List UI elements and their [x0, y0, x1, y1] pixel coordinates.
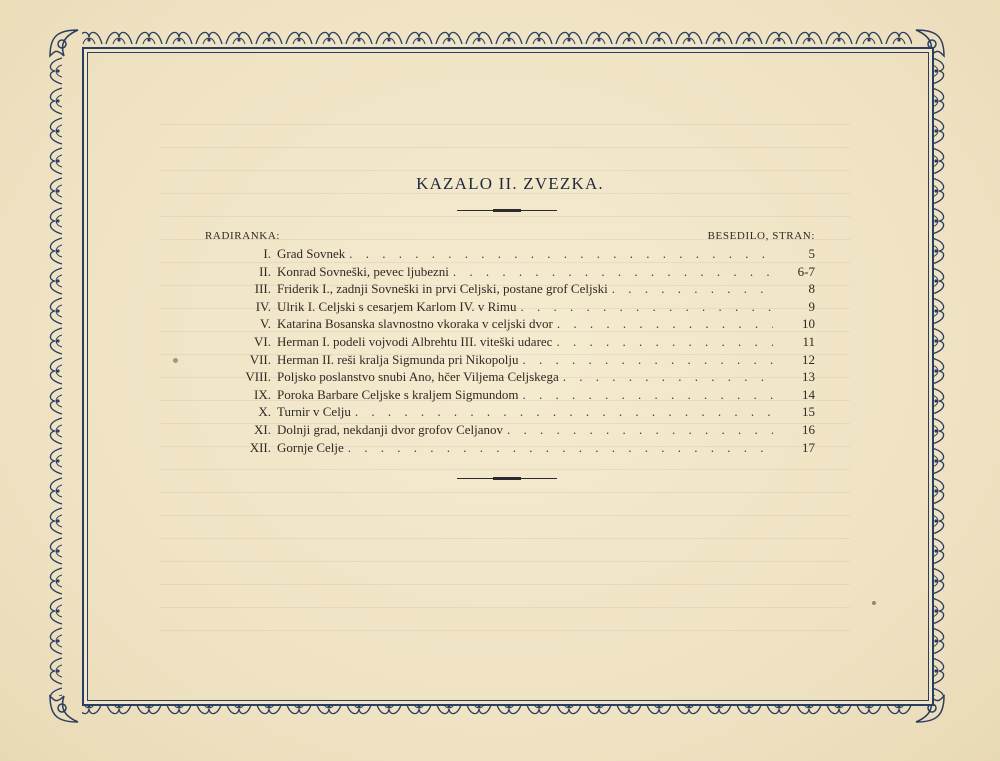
column-header-etchings: RADIRANKA: — [205, 230, 281, 242]
entry-title: Herman I. podeli vojvodi Albrehtu III. viteški udarec — [277, 333, 553, 349]
page-title: KAZALO II. ZVEZKA. — [416, 174, 604, 193]
leader-dots — [453, 263, 773, 281]
entry-title: Turnir v Celju — [277, 404, 351, 420]
entry-title: Poljsko poslanstvo snubi Ano, hčer Viljema Celjskega — [277, 369, 559, 385]
list-item — [205, 315, 815, 333]
ink-spot — [872, 601, 876, 605]
entry-page: 17 — [802, 439, 815, 455]
list-item — [205, 403, 815, 421]
entry-title: Grad Sovnek — [277, 246, 346, 261]
title-divider — [457, 210, 557, 212]
list-item — [205, 351, 815, 369]
closing-divider — [457, 478, 557, 480]
entry-numeral: V. — [260, 316, 271, 332]
entry-numeral: VI. — [254, 333, 271, 349]
list-item — [205, 263, 815, 281]
entry-page: 9 — [808, 298, 815, 314]
entry-numeral: XII. — [249, 439, 271, 455]
entry-page: 12 — [802, 351, 815, 367]
leader-dots — [349, 245, 773, 263]
list-item — [205, 368, 815, 386]
leader-dots — [523, 386, 773, 404]
entry-numeral: VII. — [249, 351, 271, 367]
entry-page: 10 — [802, 316, 815, 332]
ink-spot — [173, 358, 178, 363]
entry-title: Katarina Bosanska slavnostno vkoraka v celjski dvor — [277, 316, 553, 332]
leader-dots — [348, 439, 773, 457]
entry-title: Ulrik I. Celjski s cesarjem Karlom IV. v Rimu — [277, 298, 517, 314]
entry-title: Konrad Sovneški, pevec ljubezni — [277, 263, 449, 279]
entry-numeral: IV. — [255, 298, 271, 314]
list-item — [205, 298, 815, 316]
list-item — [205, 245, 815, 263]
leader-dots — [521, 298, 773, 316]
leader-dots — [507, 421, 773, 439]
entry-page: 15 — [802, 404, 815, 420]
leader-dots — [523, 351, 773, 369]
entry-page: 13 — [802, 369, 815, 385]
list-item — [205, 333, 815, 351]
entry-numeral: VIII. — [245, 369, 271, 385]
entry-title: Gornje Celje — [277, 439, 344, 455]
entry-title: Poroka Barbare Celjske s kraljem Sigmundom — [277, 386, 519, 402]
entry-title: Friderik I., zadnji Sovneški in prvi Celjski, postane grof Celjski — [277, 281, 608, 297]
entry-page: 6-7 — [797, 263, 815, 279]
entry-numeral: II. — [259, 263, 271, 279]
leader-dots — [556, 333, 773, 351]
leader-dots — [355, 403, 773, 421]
entries-list — [205, 245, 815, 456]
entry-numeral: IX. — [254, 386, 271, 402]
leader-dots — [563, 368, 773, 386]
entry-numeral: III. — [254, 281, 271, 297]
list-item — [205, 386, 815, 404]
entry-page: 14 — [802, 386, 815, 402]
entry-page: 5 — [808, 246, 815, 261]
entry-numeral: X. — [258, 404, 271, 420]
entry-page: 16 — [802, 421, 815, 437]
leader-dots — [557, 315, 773, 333]
list-item — [205, 280, 815, 298]
list-item — [205, 439, 815, 457]
entry-title: Herman II. reši kralja Sigmunda pri Nikopolju — [277, 351, 519, 367]
column-header-pages: BESEDILO, STRAN: — [707, 230, 815, 242]
entry-page: 8 — [808, 281, 815, 297]
entry-numeral: XI. — [254, 421, 271, 437]
list-item — [205, 421, 815, 439]
leader-dots — [612, 280, 773, 298]
entry-numeral: I. — [263, 246, 271, 261]
entry-title: Dolnji grad, nekdanji dvor grofov Celjanov — [277, 421, 504, 437]
entry-page: 11 — [802, 333, 815, 349]
